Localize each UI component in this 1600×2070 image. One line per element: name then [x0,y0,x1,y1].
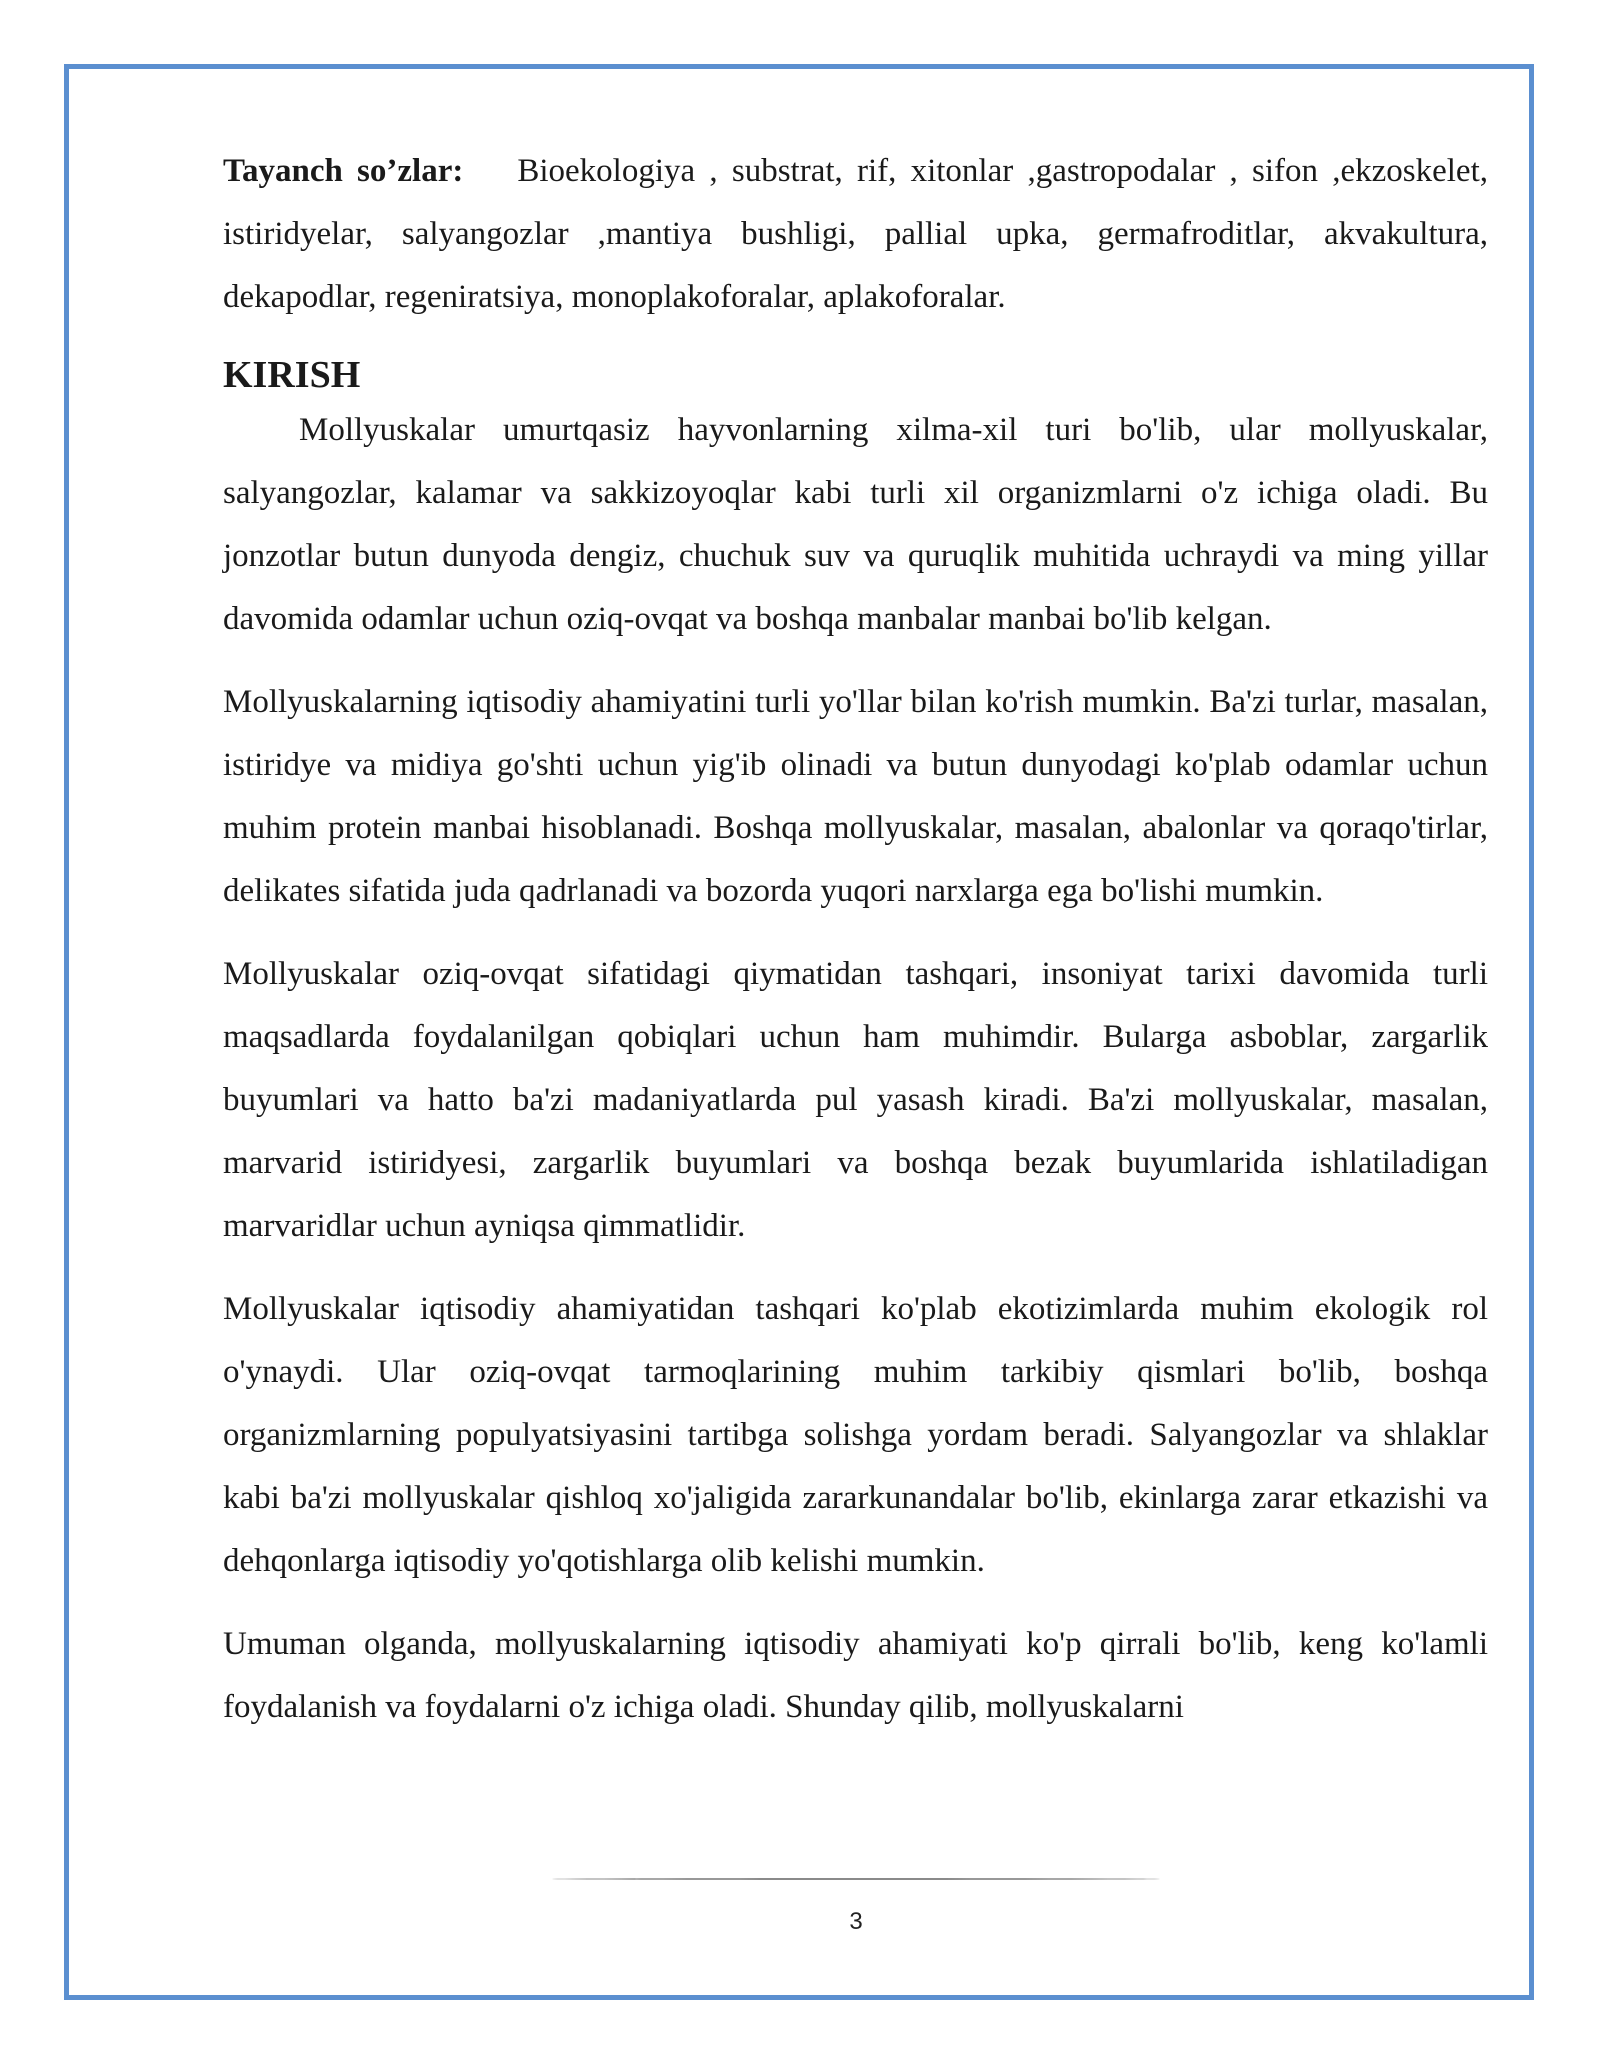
keywords-label: Tayanch so’zlar: [223,153,464,189]
paragraph-5: Umuman olganda, mollyuskalarning iqtisodiy ahamiyati ko'p qirrali bo'lib, keng ko'lamli foydalanish va foydalarni o'z ichiga oladi. Shunday qilib, mollyuskalarni [223,1626,1488,1725]
paragraph-1: Mollyuskalar umurtqasiz hayvonlarning xilma-xil turi bo'lib, ular mollyuskalar, salyangozlar, kalamar va sakkizoyoqlar kabi turli xil organizmlarni o'z ichiga oladi. Bu jonzotlar butun dunyoda dengiz, chuchuk suv va quruqlik muhitida uchraydi va ming yillar davomida odamlar uchun oziq-ovqat va boshqa manbalar manbai bo'lib kelgan. [223,412,1488,637]
footer-divider [552,1878,1160,1880]
paragraph-3: Mollyuskalar oziq-ovqat sifatidagi qiymatidan tashqari, insoniyat tarixi davomida turli maqsadlarda foydalanilgan qobiqlari uchun ham muhimdir. Bularga asboblar, zargarlik buyumlari va hatto ba'zi madaniyatlarda pul yasash kiradi. Ba'zi mollyuskalar, masalan, marvarid istiridyesi, zargarlik buyumlari va boshqa bezak buyumlarida ishlatiladigan marvaridlar uchun ayniqsa qimmatlidir. [223,956,1488,1244]
paragraph-4: Mollyuskalar iqtisodiy ahamiyatidan tashqari ko'plab ekotizimlarda muhim ekologik rol o'ynaydi. Ular oziq-ovqat tarmoqlarining muhim tarkibiy qismlari bo'lib, boshqa organizmlarning populyatsiyasini tartibga solishga yordam beradi. Salyangozlar va shlaklar kabi ba'zi mollyuskalar qishloq xo'jaligida zararkunandalar bo'lib, ekinlarga zarar etkazishi va dehqonlarga iqtisodiy yo'qotishlarga olib kelishi mumkin. [223,1291,1488,1579]
section-heading: KIRISH [223,354,361,396]
keywords-paragraph [223,140,1488,329]
paragraph-2: Mollyuskalarning iqtisodiy ahamiyatini turli yo'llar bilan ko'rish mumkin. Ba'zi turlar, masalan, istiridye va midiya go'shti uchun yig'ib olinadi va butun dunyodagi ko'plab odamlar uchun muhim protein manbai hisoblanadi. Boshqa mollyuskalar, masalan, abalonlar va qoraqo'tirlar, delikates sifatida juda qadrlanadi va bozorda yuqori narxlarga ega bo'lishi mumkin. [223,684,1488,909]
page-number: 3 [849,1908,863,1935]
document-body [223,140,1488,1759]
keywords-list: Bioekologiya , substrat, rif, xitonlar ,gastropodalar , sifon ,ekzoskelet, istiridyelar, salyangozlar ,mantiya bushligi, pallial upka, germafroditlar, akvakultura, dekapodlar, regeniratsiya, monoplakoforalar, aplakoforalar. [223,153,1488,315]
